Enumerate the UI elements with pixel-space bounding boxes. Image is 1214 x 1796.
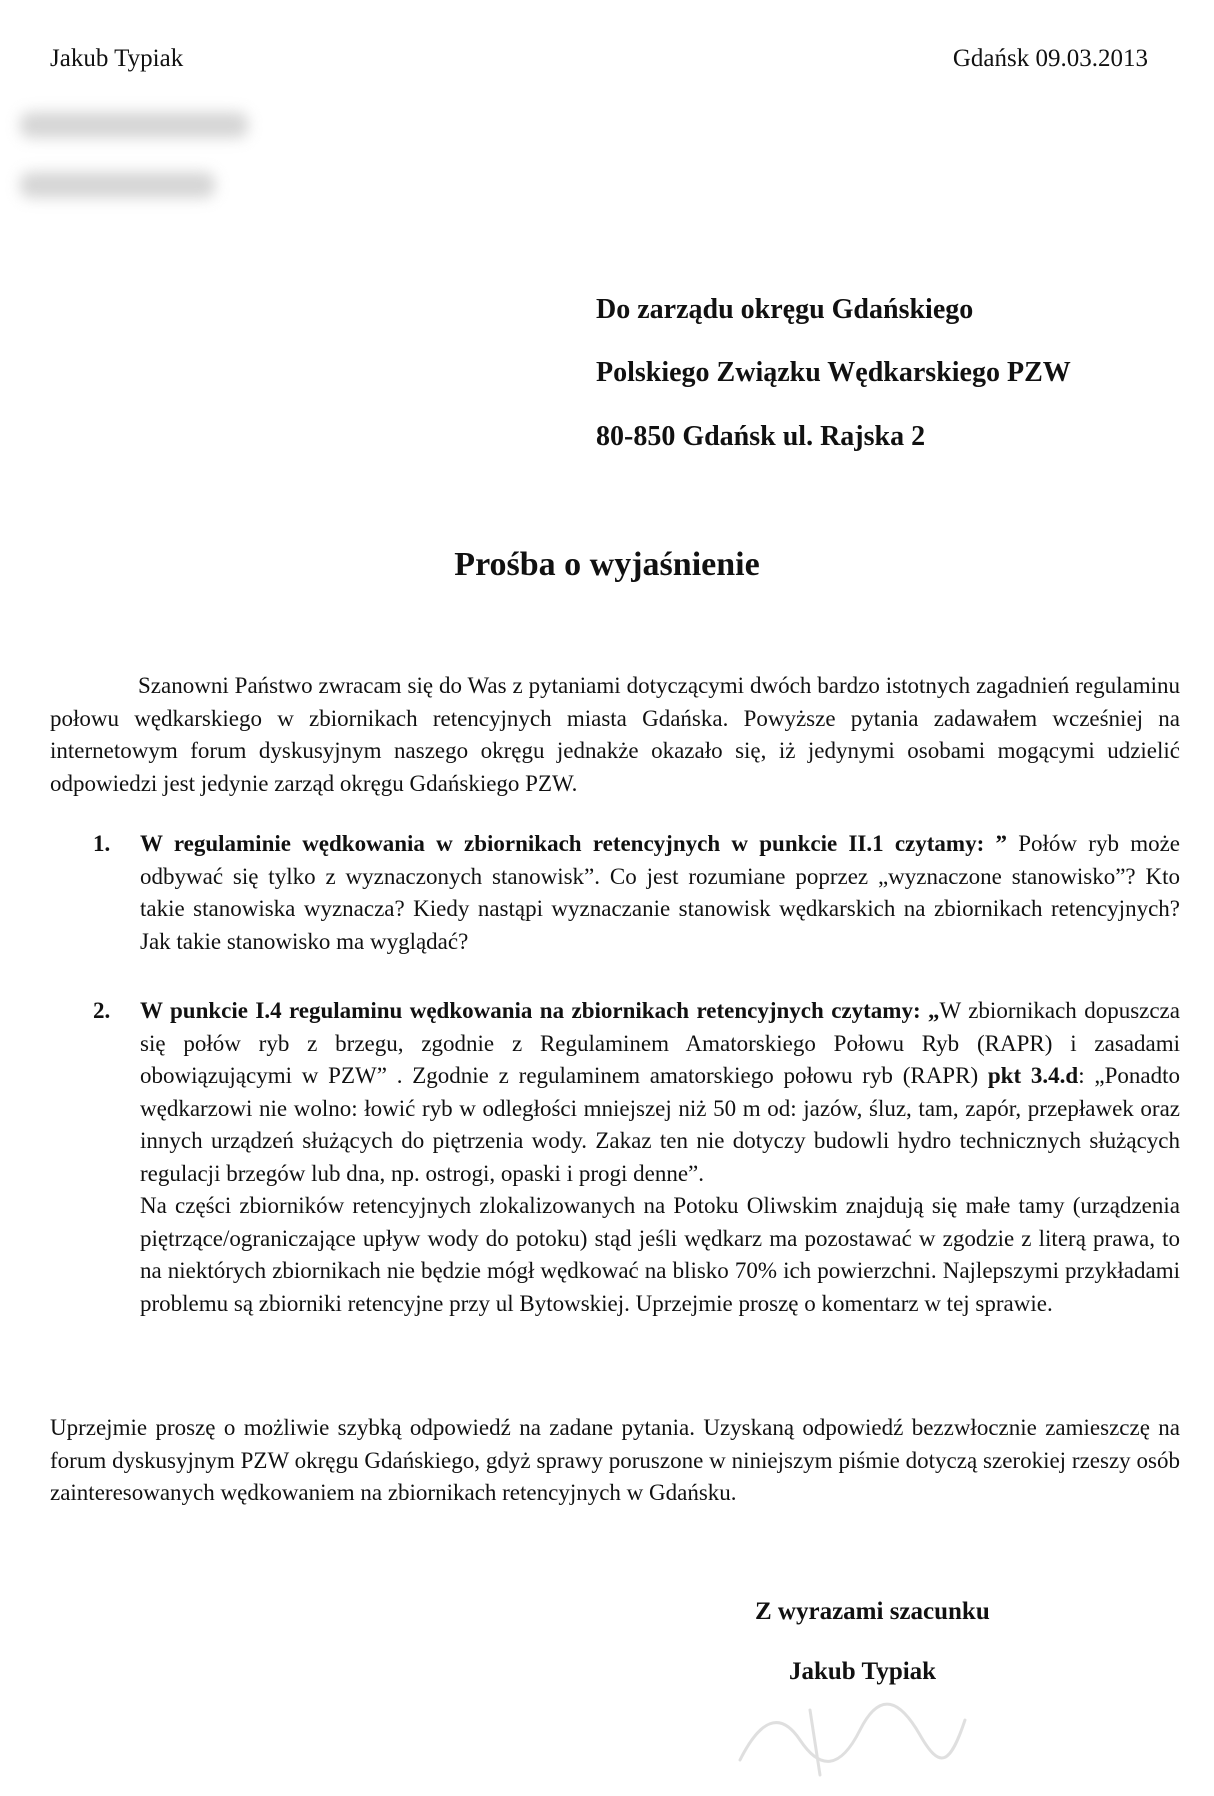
recipient-line-1: Do zarządu okręgu Gdańskiego [596, 294, 974, 325]
place-date: Gdańsk 09.03.2013 [952, 45, 1148, 72]
item-bold-lead: W punkcie I.4 regulaminu wędkowania na zbiornikach retencyjnych czytamy: „ [140, 998, 940, 1023]
item-bold-reference: pkt 3.4.d [987, 1063, 1079, 1088]
signoff-name: Jakub Typiak [789, 1658, 937, 1685]
redacted-address-line-1 [20, 112, 248, 138]
intro-paragraph: Szanowni Państwo zwracam się do Was z pytaniami dotyczącymi dwóch bardzo istotnych zagadnień regulaminu połowu wędkarskiego w zbiornikach retencyjnych miasta Gdańska. Powyższe pytania zadawałem wcześniej na internetowym forum dyskusyjnym naszego okręgu jednakże okazało się, iż jedynymi osobami mogącymi udzielić odpowiedzi jest jedynie zarząd okręgu Gdańskiego PZW. [50, 673, 1180, 796]
recipient-line-2: Polskiego Związku Wędkarskiego PZW [596, 357, 1071, 388]
sender-name: Jakub Typiak [50, 45, 184, 72]
item-text-b: : „Ponadto wędkarzowi nie wolno: łowić ryb w odległości mniejszej niż 50 m od: jazów, śluz, tam, zapór, przepławek oraz innych urządzeń służących do piętrzenia wody. Zakaz ten nie dotyczy budowli hydro technicznych służących regulacji brzegów lub dna, np. ostrogi, opaski i progi denne”. [140, 1063, 1180, 1186]
item-text-c: Na części zbiorników retencyjnych zlokalizowanych na Potoku Oliwskim znajdują się małe tamy (urządzenia piętrzące/ograniczające upływ wody do potoku) stąd jeśli wędkarz ma pozostawać w zgodzie z literą prawa, to na niektórych zbiornikach nie będzie mógł wędkować na blisko 70% ich powierzchni. Najlepszymi przykładami problemu są zbiorniki retencyjne przy ul Bytowskiej. Uprzejmie proszę o komentarz w tej sprawie. [140, 1193, 1180, 1316]
closing-paragraph: Uprzejmie proszę o możliwie szybką odpowiedź na zadane pytania. Uzyskaną odpowiedź bezzwłocznie zamieszczę na forum dyskusyjnym PZW okręgu Gdańskiego, gdyż sprawy poruszone w niniejszym piśmie dotyczą szerokiej rzeszy osób zainteresowanych wędkowaniem na zbiornikach retencyjnych w Gdańsku. [50, 1415, 1180, 1505]
item-text-a: W zbiornikach dopuszcza się połów ryb z brzegu, zgodnie z Regulaminem Amatorskiego Połowu Ryb (RAPR) i zasadami obowiązującymi w PZW” . Zgodnie z regulaminem amatorskiego połowu ryb (RAPR) [140, 998, 1180, 1088]
question-item-2 [93, 995, 1180, 1320]
recipient-line-3: 80-850 Gdańsk ul. Rajska 2 [596, 421, 926, 452]
item-number: 1. [93, 831, 111, 856]
document-title: Prośba o wyjaśnienie [454, 546, 760, 583]
redacted-address-line-2 [20, 172, 215, 198]
item-body [140, 828, 1180, 958]
item-bold-lead: W regulaminie wędkowania w zbiornikach retencyjnych w punkcie II.1 czytamy: ” [140, 831, 1007, 856]
question-item-1 [93, 828, 1180, 958]
item-number: 2. [93, 998, 111, 1023]
handwritten-signature [720, 1680, 980, 1790]
item-text: Połów ryb może odbywać się tylko z wyznaczonych stanowisk”. Co jest rozumiane poprzez „wyznaczone stanowisko”? Kto takie stanowiska wyznacza? Kiedy nastąpi wyznaczanie stanowisk wędkarskich na zbiornikach retencyjnych? Jak takie stanowisko ma wyglądać? [140, 831, 1180, 954]
item-body [140, 995, 1180, 1320]
signoff-greeting: Z wyrazami szacunku [755, 1598, 990, 1625]
